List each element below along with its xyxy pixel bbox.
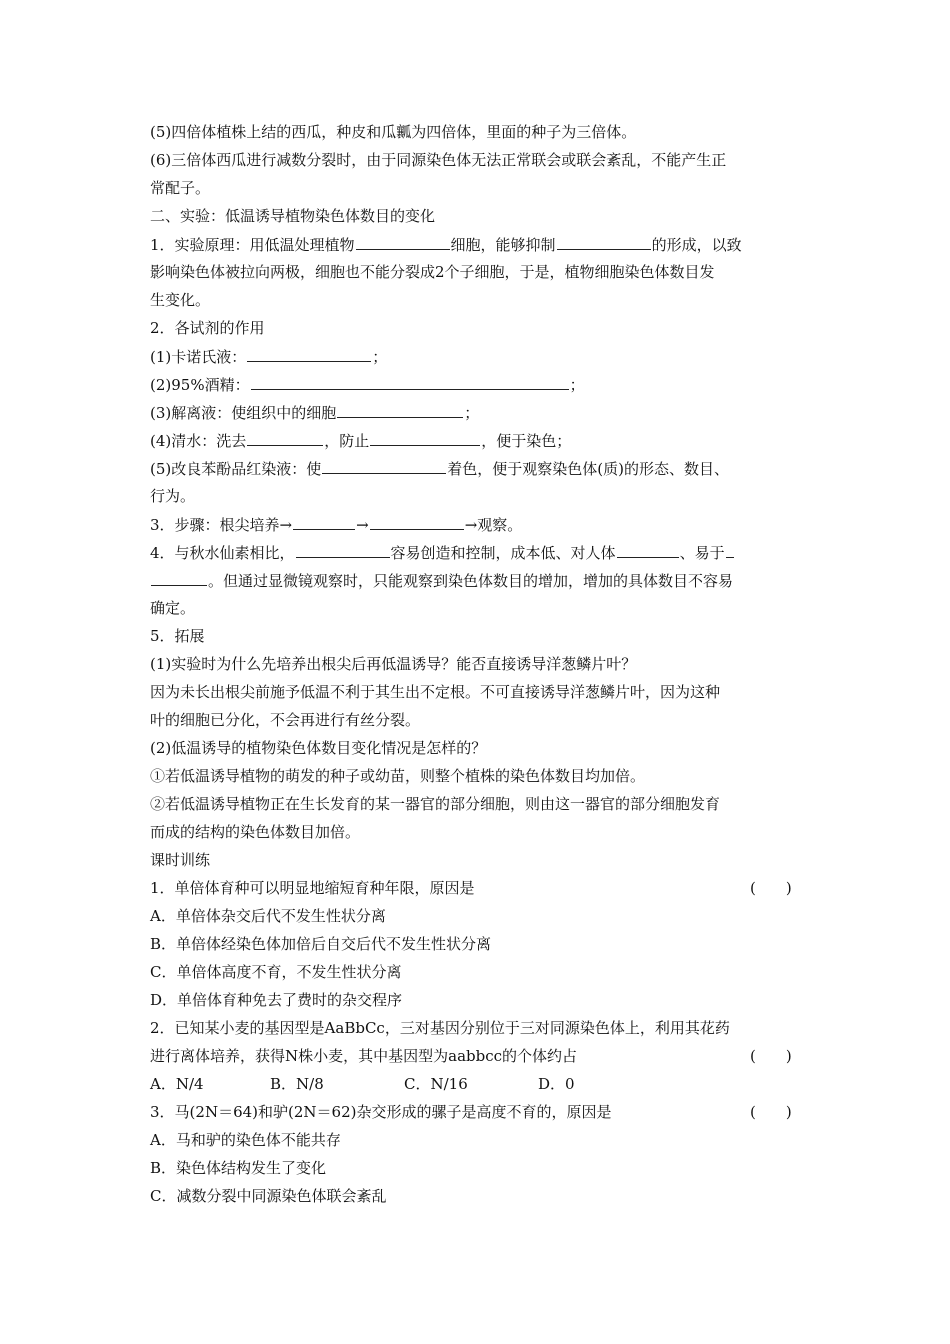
- text-line: (2)95%酒精： ；: [150, 376, 585, 394]
- options-row: [150, 1074, 619, 1094]
- text-line: ①若低温诱导植物的萌发的种子或幼苗，则整个植株的染色体数目均加倍。: [150, 767, 646, 785]
- text-line: 3．步骤：根尖培养→ → →观察。: [150, 516, 523, 534]
- fill-blank: [251, 374, 569, 390]
- question-stem: 3．马(2N＝64)和驴(2N＝62)杂交形成的骡子是高度不育的，原因是: [150, 1103, 612, 1121]
- option-d: D．0: [538, 1075, 575, 1093]
- text-line: 。但通过显微镜观察时，只能观察到染色体数目的增加，增加的具体数目不容易: [150, 570, 733, 591]
- text-line: (1)卡诺氏液： ；: [150, 348, 388, 366]
- fill-blank: [356, 234, 450, 250]
- fill-blank: [151, 570, 207, 586]
- fill-blank: [322, 458, 446, 474]
- text-line: (1)实验时为什么先培养出根尖后再低温诱导？能否直接诱导洋葱鳞片叶？: [150, 655, 637, 673]
- fill-blank: [247, 346, 371, 362]
- question-stem: 进行离体培养，获得N株小麦，其中基因型为aabbcc的个体约占: [150, 1047, 578, 1065]
- text-line: ②若低温诱导植物正在生长发育的某一器官的部分细胞，则由这一器官的部分细胞发育: [150, 795, 721, 813]
- text-line: 2．各试剂的作用: [150, 319, 265, 337]
- text-line: 行为。: [150, 487, 196, 505]
- option-b: B．染色体结构发生了变化: [150, 1159, 327, 1177]
- fill-blank: [726, 542, 734, 558]
- question-stem: 1．单倍体育种可以明显地缩短育种年限，原因是: [150, 879, 475, 897]
- option-a: A．单倍体杂交后代不发生性状分离: [150, 907, 386, 925]
- option-c: C．N/16: [404, 1075, 468, 1093]
- text-line: 1．实验原理：用低温处理植物 细胞，能够抑制 的形成，以致: [150, 236, 742, 254]
- text-line: (5)四倍体植株上结的西瓜，种皮和瓜瓤为四倍体，里面的种子为三倍体。: [150, 123, 637, 141]
- fill-blank: [293, 514, 355, 530]
- text-line: 4．与秋水仙素相比， 容易创造和控制，成本低、对人体 、易于: [150, 542, 735, 563]
- option-a: A．N/4: [150, 1075, 204, 1093]
- text-line: 而成的结构的染色体数目加倍。: [150, 823, 361, 841]
- answer-parentheses: ( ): [750, 1103, 792, 1121]
- fill-blank: [370, 430, 480, 446]
- question-stem: 2．已知某小麦的基因型是AaBbCc，三对基因分别位于三对同源染色体上，利用其花药: [150, 1019, 730, 1037]
- text-line: 生变化。: [150, 291, 211, 309]
- answer-parentheses: ( ): [750, 879, 792, 897]
- text-line: (4)清水：洗去 ，防止 ，便于染色；: [150, 432, 572, 450]
- text-line: 常配子。: [150, 179, 211, 197]
- text-line: 因为未长出根尖前施予低温不利于其生出不定根。不可直接诱导洋葱鳞片叶，因为这种: [150, 683, 721, 701]
- fill-blank: [557, 234, 651, 250]
- section-heading: 二、实验：低温诱导植物染色体数目的变化: [150, 207, 436, 225]
- text-line: (3)解离液：使组织中的细胞 ；: [150, 404, 480, 422]
- text-line: 叶的细胞已分化，不会再进行有丝分裂。: [150, 711, 421, 729]
- option-c: C．减数分裂中同源染色体联会紊乱: [150, 1187, 387, 1205]
- fill-blank: [337, 402, 463, 418]
- fill-blank: [247, 430, 323, 446]
- answer-parentheses: ( ): [750, 1047, 792, 1065]
- text-line: (5)改良苯酚品红染液：使 着色，便于观察染色体(质)的形态、数目、: [150, 460, 729, 478]
- option-b: B．N/8: [270, 1075, 324, 1093]
- option-d: D．单倍体育种免去了费时的杂交程序: [150, 991, 403, 1009]
- fill-blank: [296, 542, 390, 558]
- fill-blank: [617, 542, 679, 558]
- section-heading: 课时训练: [150, 851, 211, 869]
- text-line: 5．拓展: [150, 627, 205, 645]
- text-line: 影响染色体被拉向两极，细胞也不能分裂成2个子细胞，于是，植物细胞染色体数目发: [150, 263, 715, 281]
- text-line: 确定。: [150, 599, 196, 617]
- option-c: C．单倍体高度不育，不发生性状分离: [150, 963, 402, 981]
- text-line: (2)低温诱导的植物染色体数目变化情况是怎样的？: [150, 739, 487, 757]
- option-a: A．马和驴的染色体不能共存: [150, 1131, 341, 1149]
- fill-blank: [370, 514, 464, 530]
- option-b: B．单倍体经染色体加倍后自交后代不发生性状分离: [150, 935, 492, 953]
- text-line: (6)三倍体西瓜进行减数分裂时，由于同源染色体无法正常联会或联会紊乱，不能产生正: [150, 151, 727, 169]
